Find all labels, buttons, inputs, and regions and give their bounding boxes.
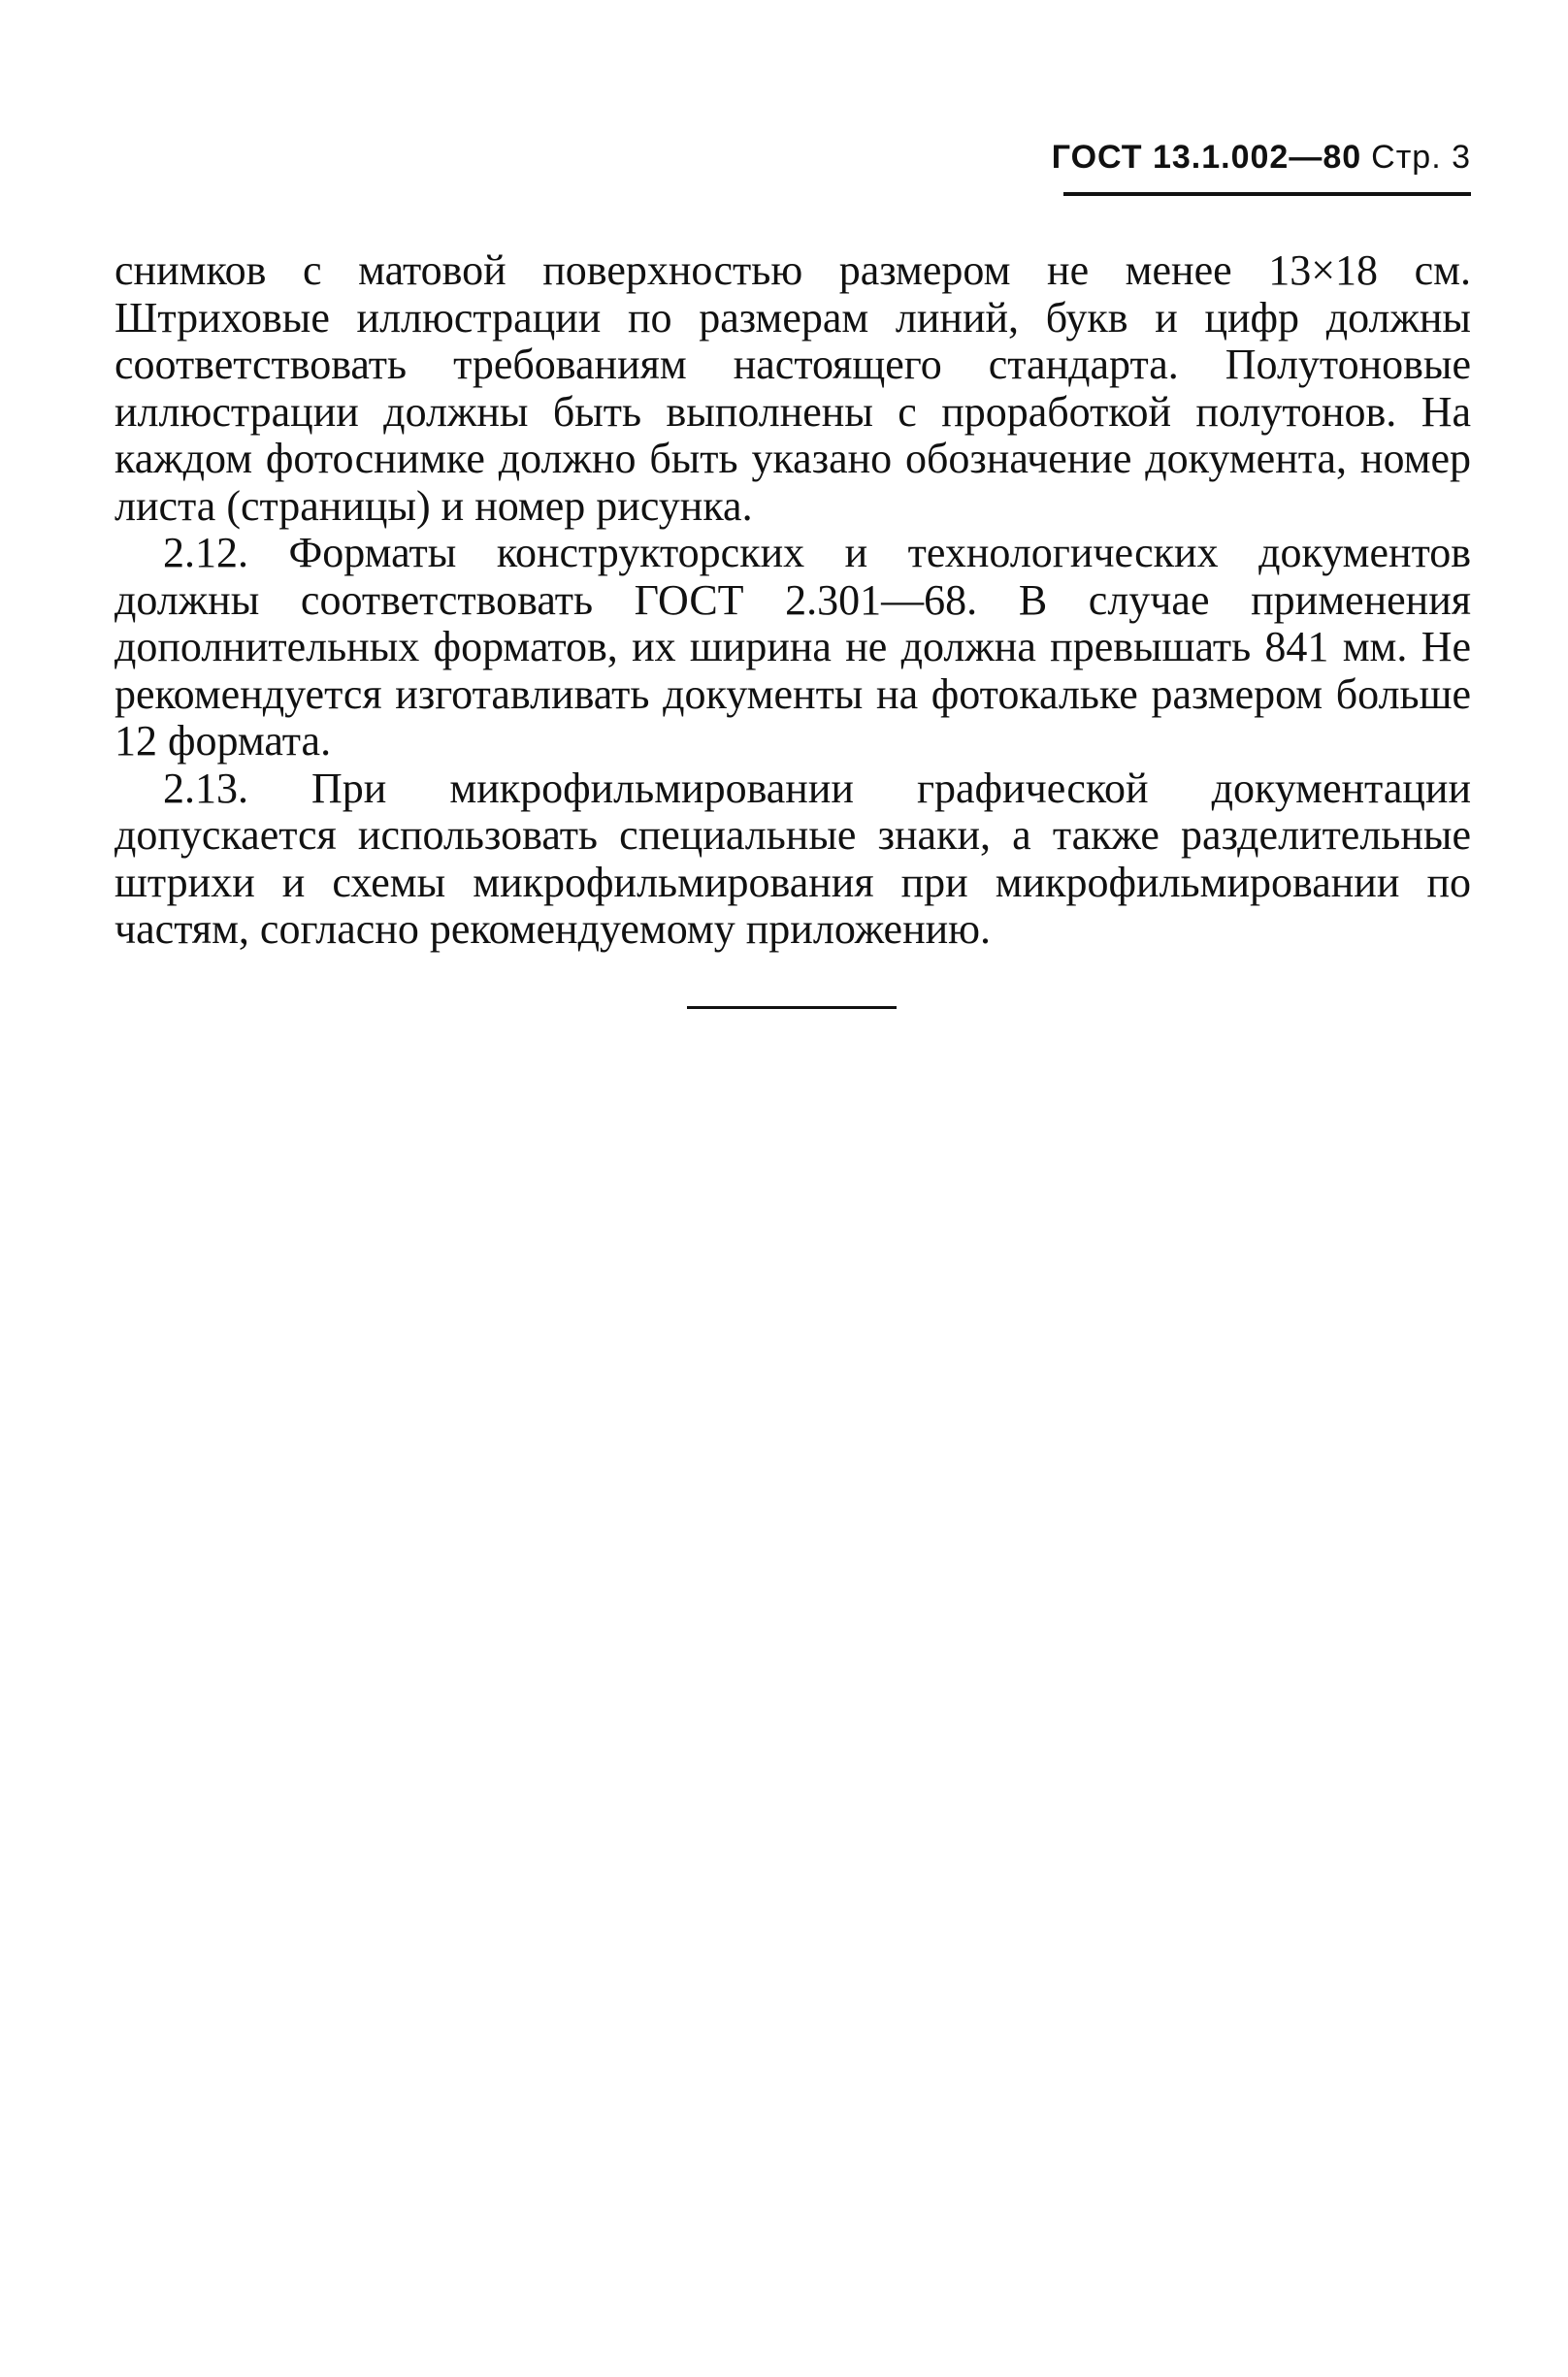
running-header	[986, 136, 1471, 179]
end-of-text-rule	[687, 1006, 897, 1009]
paragraph-clause-2-13: 2.13. При микрофильмировании графической документации допускается использовать специальные знаки, а также разделительные штрихи и схемы микрофильмирования при микрофильмировании по частям, согласно рекомендуемому приложению.	[114, 764, 1471, 953]
paragraph-clause-2-12: 2.12. Форматы конструкторских и технологических документов должны соответствовать ГОСТ 2.301—68. В случае применения дополнительных форматов, их ширина не должна превышать 841 мм. Не рекомендуется изготавливать документы на фотокальке размером больше 12 формата.	[114, 529, 1471, 765]
page-number: Стр. 3	[1371, 139, 1471, 176]
header-rule	[1063, 192, 1471, 196]
paragraph-continuation: снимков с матовой поверхностью размером не менее 13×18 см. Штриховые иллюстрации по размерам линий, букв и цифр должны соответствовать требованиям настоящего стандарта. Полутоновые иллюстрации должны быть выполнены с проработкой полутонов. На каждом фотоснимке должно быть указано обозначение документа, номер листа (страницы) и номер рисунка.	[114, 246, 1471, 530]
body-text	[114, 247, 1471, 954]
standard-designation: ГОСТ 13.1.002—80	[1051, 139, 1362, 176]
